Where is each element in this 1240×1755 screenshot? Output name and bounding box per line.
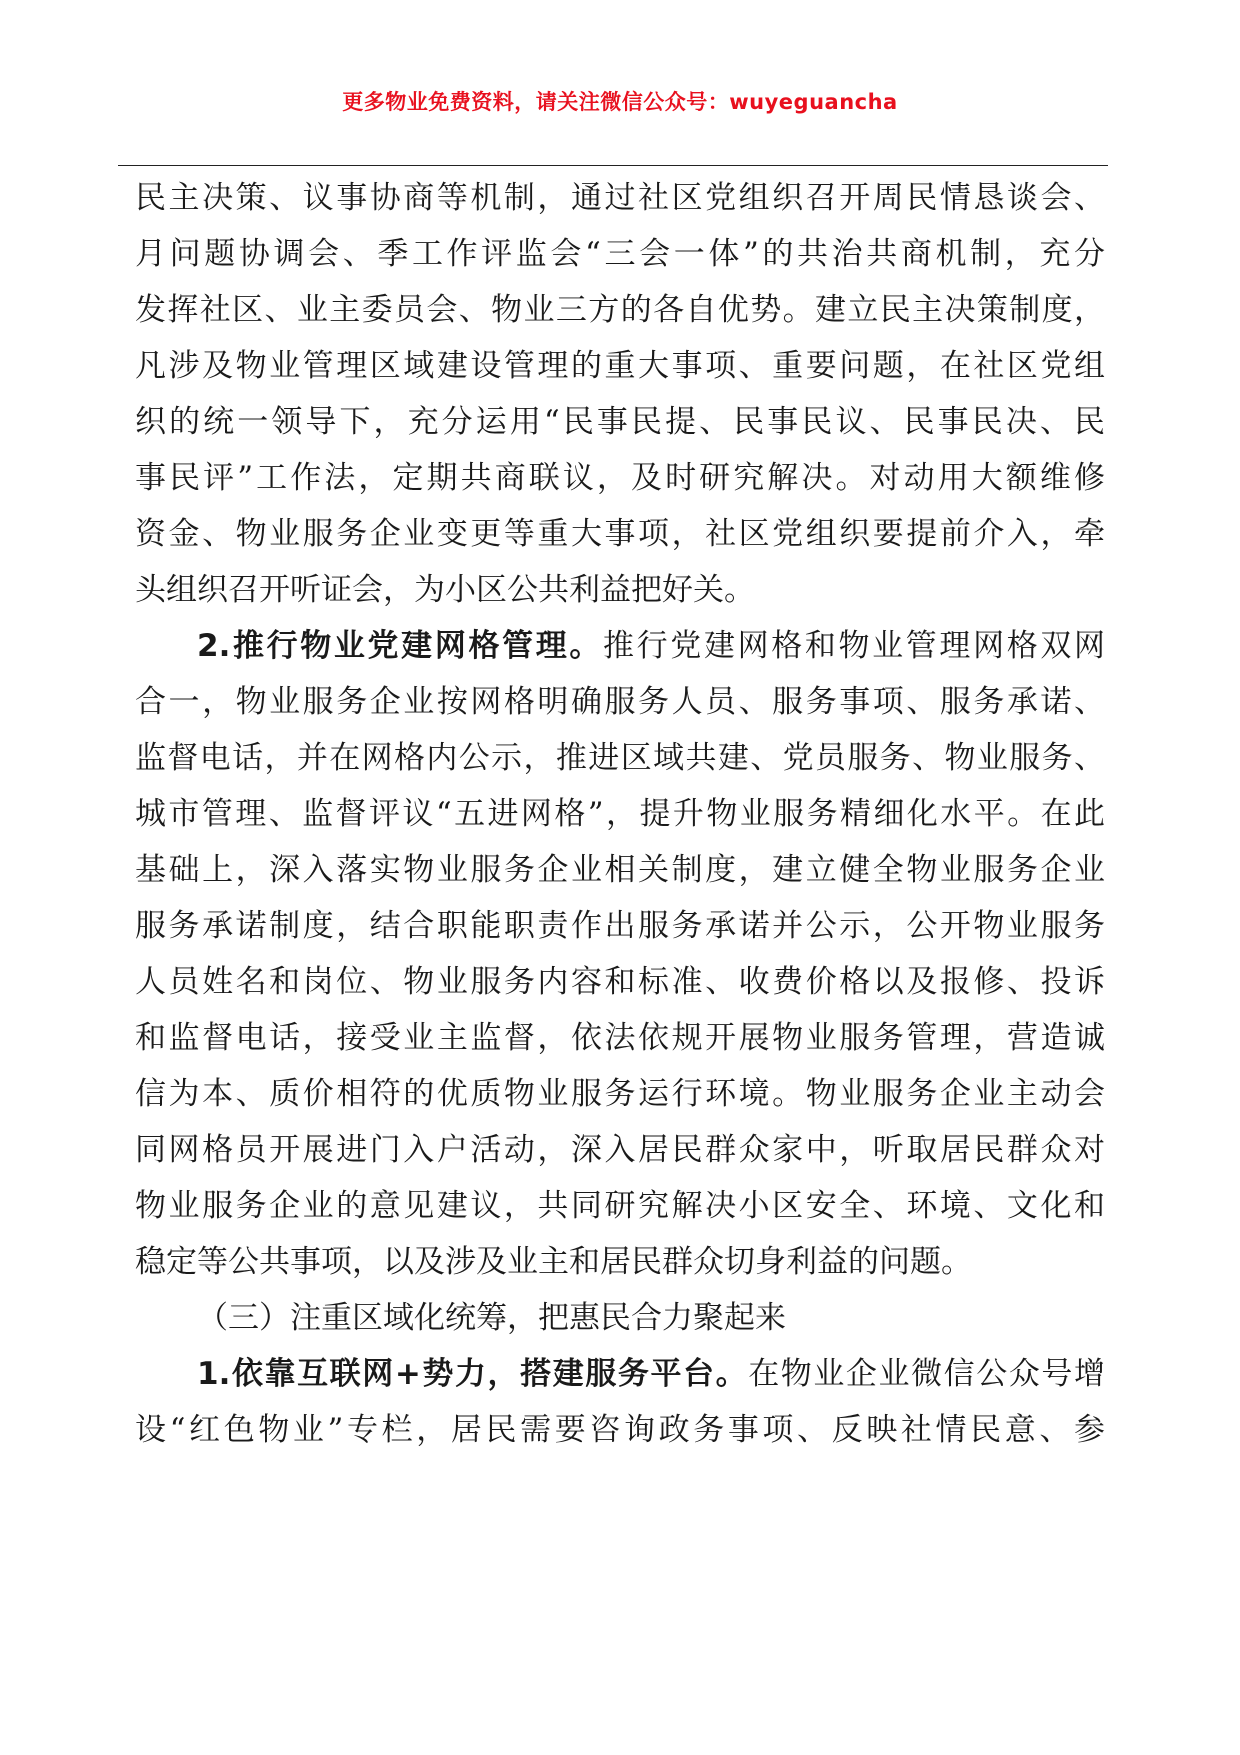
paragraph-lead-heading: 1.依靠互联网+势力，搭建服务平台。 xyxy=(197,1356,749,1392)
text-line: 事民评”工作法，定期共商联议，及时研究解决。对动用大额维修 xyxy=(135,460,1105,496)
paragraph-lead-heading: 2.推行物业党建网格管理。 xyxy=(197,628,604,664)
text-line: 监督电话，并在网格内公示，推进区域共建、党员服务、物业服务、 xyxy=(135,740,1105,776)
paragraph-lead-line xyxy=(135,618,1105,674)
text-line: 同网格员开展进门入户活动，深入居民群众家中，听取居民群众对 xyxy=(135,1132,1105,1168)
text-line: 织的统一领导下，充分运用“民事民提、民事民议、民事民决、民 xyxy=(135,404,1105,440)
section-heading-text: （三）注重区域化统筹，把惠民合力聚起来 xyxy=(197,1300,786,1336)
text-line: 民主决策、议事协商等机制，通过社区党组织召开周民情恳谈会、 xyxy=(135,180,1105,216)
paragraph xyxy=(135,618,1105,1290)
paragraph-lead-text: 推行党建网格和物业管理网格双网 xyxy=(603,628,1105,664)
document-body xyxy=(135,170,1105,1458)
header-note: 更多物业免费资料，请关注微信公众号：wuyeguancha xyxy=(342,90,898,114)
header-divider xyxy=(118,165,1108,166)
text-line: 凡涉及物业管理区域建设管理的重大事项、重要问题，在社区党组 xyxy=(135,348,1105,384)
text-line: 人员姓名和岗位、物业服务内容和标准、收费价格以及报修、投诉 xyxy=(135,964,1105,1000)
text-line: 信为本、质价相符的优质物业服务运行环境。物业服务企业主动会 xyxy=(135,1076,1105,1112)
text-line: 和监督电话，接受业主监督，依法依规开展物业服务管理，营造诚 xyxy=(135,1020,1105,1056)
paragraph xyxy=(135,170,1105,618)
section-heading xyxy=(135,1290,1105,1346)
text-line: 稳定等公共事项，以及涉及业主和居民群众切身利益的问题。 xyxy=(135,1244,972,1280)
text-line: 基础上，深入落实物业服务企业相关制度，建立健全物业服务企业 xyxy=(135,852,1105,888)
paragraph-lead-line xyxy=(135,1346,1105,1402)
text-line: 头组织召开听证会，为小区公共利益把好关。 xyxy=(135,572,755,608)
text-line: 发挥社区、业主委员会、物业三方的各自优势。建立民主决策制度， xyxy=(135,292,1105,328)
text-line: 月问题协调会、季工作评监会“三会一体”的共治共商机制，充分 xyxy=(135,236,1105,272)
paragraph-lead-text: 在物业企业微信公众号增 xyxy=(748,1356,1105,1392)
text-line: 服务承诺制度，结合职能职责作出服务承诺并公示，公开物业服务 xyxy=(135,908,1105,944)
paragraph xyxy=(135,1346,1105,1458)
text-line: 城市管理、监督评议“五进网格”，提升物业服务精细化水平。在此 xyxy=(135,796,1105,832)
text-line: 资金、物业服务企业变更等重大事项，社区党组织要提前介入，牵 xyxy=(135,516,1105,552)
text-line: 合一，物业服务企业按网格明确服务人员、服务事项、服务承诺、 xyxy=(135,684,1105,720)
text-line: 设“红色物业”专栏，居民需要咨询政务事项、反映社情民意、参 xyxy=(135,1412,1105,1448)
text-line: 物业服务企业的意见建议，共同研究解决小区安全、环境、文化和 xyxy=(135,1188,1105,1224)
